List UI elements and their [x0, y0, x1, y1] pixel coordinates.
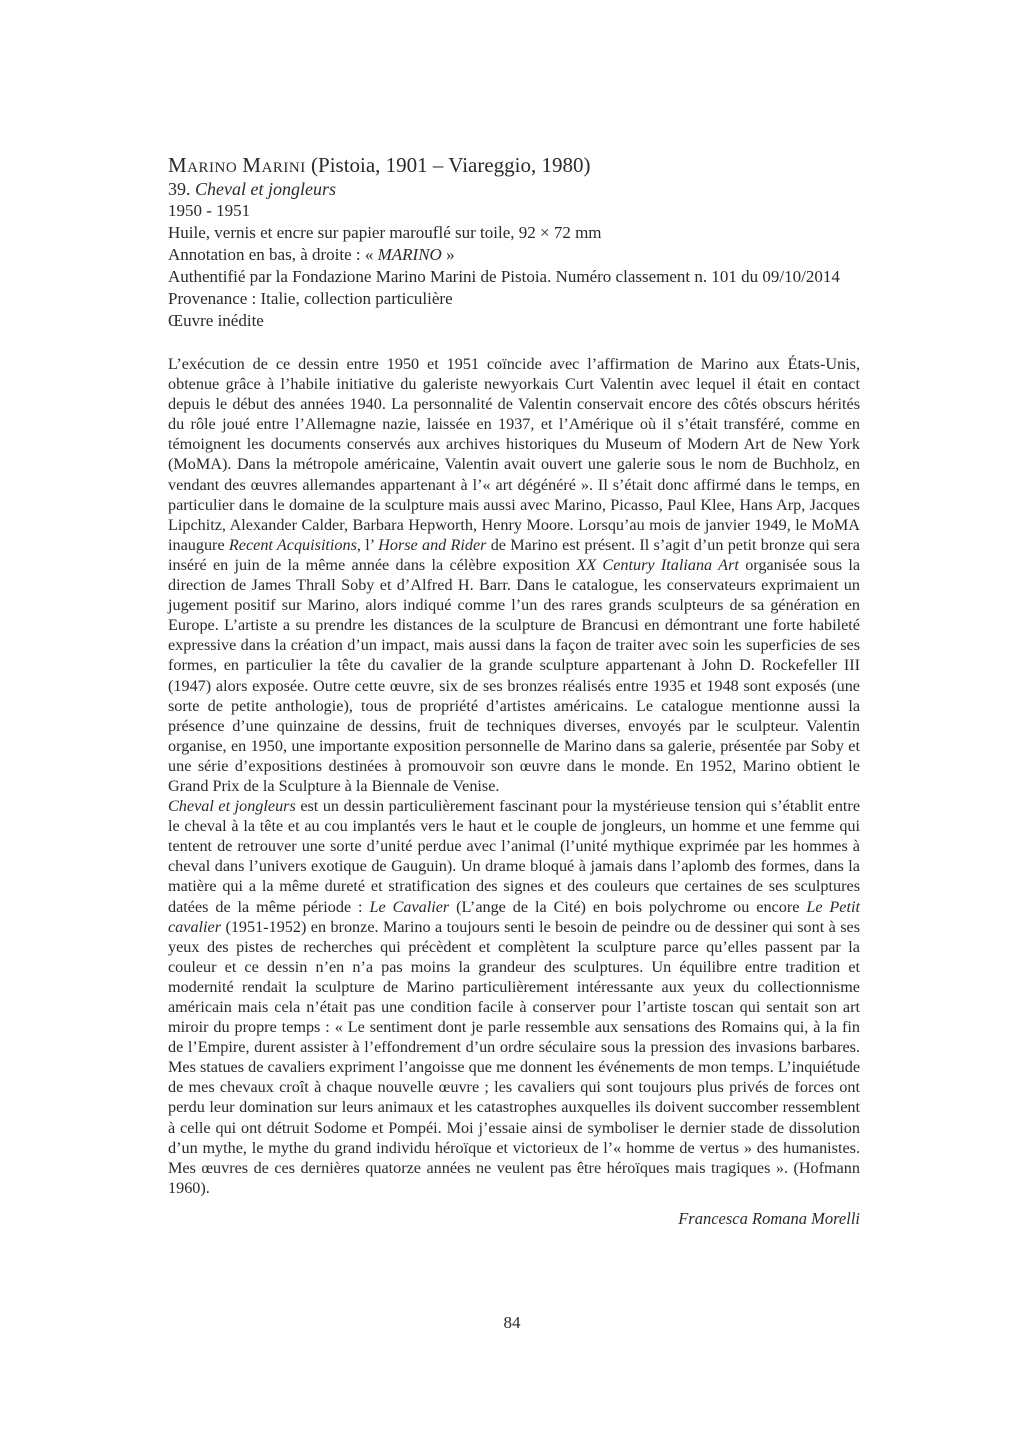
- essay-text: est un dessin particulièrement fascinant pour la mystérieuse tension qui s’établit entre le cheval à la tête et au cou implantés vers le haut et le couple de jongleurs, un homme et une femme qui tentent de retrouver une sorte d’unité perdue avec l’animal (l’unité mythique exprimée par les hommes à cheval dans l’univers exotique de Gauguin). Un drame bloqué à jamais dans l’aplomb des formes, dans la matière qui a la même dureté et stratification des signes et des couleurs que certaines de ses sculptures datées de la même période :: [168, 797, 861, 916]
- artwork-reference: Horse and Rider: [378, 535, 487, 554]
- exhibition-title: XX Century Italiana Art: [576, 555, 739, 574]
- essay-text: (L’ange de la Cité) en bois polychrome ou encore: [449, 897, 807, 916]
- essay-text: , l’: [356, 535, 379, 554]
- annotation-prefix: Annotation en bas, à droite : «: [168, 245, 378, 264]
- essay-author: Francesca Romana Morelli: [678, 1208, 860, 1228]
- catalog-number: 39.: [168, 179, 195, 199]
- artwork-annotation: [168, 244, 860, 266]
- essay-text: organisée sous la direction de James Thrall Soby et d’Alfred H. Barr. Dans le catalogue, les conservateurs exprimaient un jugement positif sur Marino, alors indiqué comme l’un des rares grands sculpteurs de sa génération en Europe. L’artiste a su prendre les distances de la sculpture de Brancusi en démontrant une forte habileté expressive dans la création d’un impact, mais aussi dans la façon de traiter avec soin les superficies de ses formes, en particulier la tête du cavalier de la grande sculpture appartenant à John D. Rockefeller III (1947) alors exposée. Outre cette œuvre, six de ses bronzes réalisés entre 1935 et 1948 sont exposés (une sorte de petite anthologie), tous de propriété d’artistes américains. Le catalogue mentionne aussi la présence d’une quinzaine de dessins, fruit de techniques diverses, envoyés par le sculpteur. Valentin organise, en 1950, une importante exposition personnelle de Marino dans sa galerie, présentée par Soby et une série d’expositions destinées à promouvoir son œuvre dans le monde. En 1952, Marino obtient le Grand Prix de la Sculpture à la Biennale de Venise.: [168, 555, 861, 795]
- essay-paragraph-2: [168, 796, 860, 1198]
- exhibition-title: Recent Acquisitions: [228, 535, 357, 554]
- essay-text: L’exécution de ce dessin entre 1950 et 1951 coïncide avec l’affirmation de Marino aux États-Unis, obtenue grâce à l’habile initiative du galeriste newyorkais Curt Valentin avec lequel il était en contact depuis le début des années 1940. La personnalité de Valentin conservait encore des côtés obscurs hérités du rôle joué entre l’Allemagne nazie, laissée en 1937, et l’Amérique où il s’était transféré, comme en témoignent les documents conservés aux archives historiques du Museum of Modern Art de New York (MoMA). Dans la métropole américaine, Valentin avait ouvert une galerie sous le nom de Buchholz, en vendant des œuvres allemandes appartenant à l’« art dégénéré ». Il s’était donc affirmé dans le temps, en particulier dans le domaine de la sculpture mais aussi avec Marino, Picasso, Paul Klee, Hans Arp, Jacques Lipchitz, Alexander Calder, Barbara Hepworth, Henry Moore. Lorsqu’au mois de janvier 1949, le MoMA inaugure: [168, 355, 860, 554]
- artist-first-name: Marino: [168, 153, 238, 177]
- artwork-reference: Le Petit cavalier: [168, 897, 860, 936]
- annotation-suffix: »: [441, 245, 455, 264]
- annotation-value: MARINO: [377, 245, 442, 264]
- artwork-status: Œuvre inédite: [168, 311, 264, 330]
- page-number: 84: [503, 1313, 521, 1332]
- essay: [168, 354, 860, 1230]
- essay-text: de Marino est présent. Il s’agit d’un petit bronze qui sera inséré en juin de la même année dans la célèbre exposition: [168, 535, 860, 574]
- artwork-authentication: Authentifié par la Fondazione Marino Marini de Pistoia. Numéro classement n. 101 du 09/10/2014: [168, 267, 840, 286]
- catalog-entry: [168, 152, 860, 1230]
- artist-heading: [168, 152, 860, 178]
- artwork-title: Cheval et jongleurs: [195, 179, 336, 199]
- essay-paragraph-1: [168, 354, 860, 796]
- artwork-medium: Huile, vernis et encre sur papier marouflé sur toile, 92 × 72 mm: [168, 223, 602, 242]
- artwork-reference: Cheval et jongleurs: [168, 797, 296, 816]
- artwork-title-line: [168, 178, 860, 200]
- artist-dates: (Pistoia, 1901 – Viareggio, 1980): [305, 153, 591, 177]
- artwork-provenance: Provenance : Italie, collection particulière: [168, 289, 453, 308]
- artist-last-name: Marini: [242, 153, 306, 177]
- essay-text: (1951-1952) en bronze. Marino a toujours senti le besoin de peindre ou de dessiner qui sont à ses yeux des pistes de recherches qui précèdent et complètent la sculpture parce qu’elles passent par la couleur et ce dessin n’en n’a pas moins la grandeur des sculptures. Un équilibre entre tradition et modernité rendait la sculpture de Marino particulièrement intéressante aux yeux du collectionnisme américain mais cela n’était pas une condition facile à conserver pour l’artiste toscan qui sentait son art miroir du propre temps : « Le sentiment dont je parle ressemble aux sensations des Romains qui, à la fin de l’Empire, durent assister à l’effondrement d’un ordre séculaire sous la pression des invasions barbares. Mes statues de cavaliers expriment l’angoisse que me donnent les événements de mon temps. L’inquiétude de mes chevaux croît à chaque nouvelle œuvre ; les cavaliers qui sont toujours plus privés de forces ont perdu leur domination sur leurs animaux et les catastrophes auxquelles ils doivent succomber ressemblent à celle qui ont détruit Sodome et Pompéi. Moi j’essaie ainsi de symboliser le dernier stade de dissolution d’un mythe, le mythe du grand individu héroïque et victorieux de l’« homme de vertus » des humanistes. Mes œuvres de ces dernières quatorze années ne veulent pas être héroïques mais tragiques ». (Hofmann 1960).: [168, 917, 860, 1197]
- artwork-date: 1950 - 1951: [168, 201, 251, 220]
- artwork-reference: Le Cavalier: [369, 897, 450, 916]
